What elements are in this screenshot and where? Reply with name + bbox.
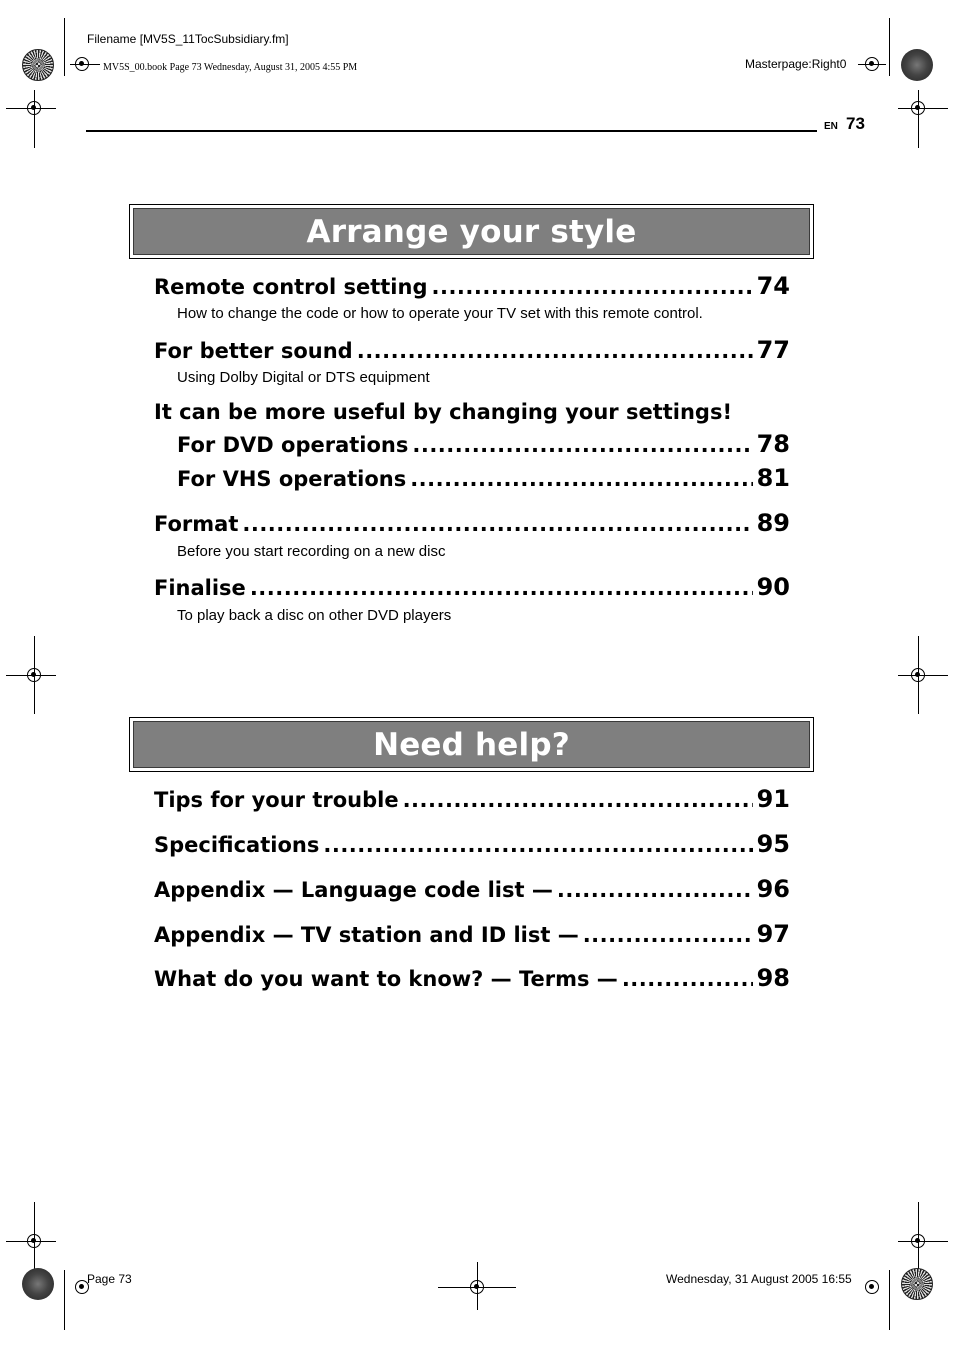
toc-entry[interactable]: [154, 830, 790, 860]
toc-entry-label: For VHS operations: [177, 467, 407, 491]
registration-mark-icon: [25, 99, 43, 117]
toc-entry-page: 74: [756, 272, 790, 300]
registration-mark-icon: [25, 666, 43, 684]
toc-entry[interactable]: [154, 336, 790, 366]
toc-entry-page: 78: [756, 430, 790, 458]
section-header-need-help: [129, 717, 814, 772]
crop-mark: [889, 18, 890, 76]
toc-entry[interactable]: [177, 430, 790, 460]
header-rule: [86, 130, 817, 132]
toc-entry[interactable]: [154, 573, 790, 603]
page-number: 73: [846, 114, 865, 133]
toc-entry-page: 89: [756, 509, 790, 537]
toc-leader: [250, 576, 753, 600]
toc-entry-page: 77: [756, 336, 790, 364]
toc-entry-label: Appendix — TV station and ID list —: [154, 923, 579, 947]
toc-entry-label: Format: [154, 512, 239, 536]
registration-mark-icon: [909, 99, 927, 117]
toc-entry-label: Finalise: [154, 576, 246, 600]
gray-target-icon: [901, 49, 933, 81]
registration-mark-icon: [909, 1232, 927, 1250]
toc-entry[interactable]: [154, 509, 790, 539]
section-title: Need help?: [373, 726, 570, 763]
toc-entry[interactable]: [177, 464, 790, 494]
toc-entry-label: Tips for your trouble: [154, 788, 399, 812]
toc-entry-label: Remote control setting: [154, 275, 428, 299]
toc-entry-description: How to change the code or how to operate your TV set with this remote control.: [177, 305, 703, 322]
toc-entry-label: Appendix — Language code list —: [154, 878, 553, 902]
toc-entry-page: 91: [756, 785, 790, 813]
registration-mark-icon: [863, 1278, 881, 1296]
gray-target-icon: [22, 1268, 54, 1300]
color-target-icon: [901, 1268, 933, 1300]
toc-leader: [357, 339, 753, 363]
crop-mark: [64, 18, 65, 76]
toc-entry-page: 81: [756, 464, 790, 492]
registration-mark-icon: [863, 55, 881, 73]
toc-entry[interactable]: [154, 875, 790, 905]
toc-entry-label: For DVD operations: [177, 433, 409, 457]
toc-entry-label: Specifications: [154, 833, 320, 857]
crop-mark: [889, 1270, 890, 1330]
header-filename: Filename [MV5S_11TocSubsidiary.fm]: [87, 32, 289, 46]
toc-entry[interactable]: [154, 785, 790, 815]
toc-entry-description: Using Dolby Digital or DTS equipment: [177, 369, 430, 386]
toc-entry[interactable]: [154, 920, 790, 950]
toc-entry[interactable]: [154, 964, 790, 994]
header-masterpage: Masterpage:Right0: [745, 57, 847, 71]
section-title: Arrange your style: [306, 213, 637, 250]
toc-entry[interactable]: [154, 272, 790, 302]
toc-entry-label: What do you want to know? — Terms —: [154, 967, 618, 991]
toc-entry-page: 90: [756, 573, 790, 601]
toc-group-heading: It can be more useful by changing your settings!: [154, 400, 733, 424]
footer-page-label: Page 73: [87, 1272, 132, 1286]
crop-mark: [64, 1270, 65, 1330]
section-header-arrange: [129, 204, 814, 259]
toc-leader: [242, 512, 752, 536]
toc-leader: [622, 967, 753, 991]
registration-mark-icon: [468, 1278, 486, 1296]
header-book-info: MV5S_00.book Page 73 Wednesday, August 31, 2005 4:55 PM: [103, 62, 358, 73]
toc-entry-label: For better sound: [154, 339, 353, 363]
registration-mark-icon: [73, 55, 91, 73]
toc-leader: [323, 833, 752, 857]
toc-leader: [557, 878, 753, 902]
registration-mark-icon: [909, 666, 927, 684]
toc-entry-page: 98: [756, 964, 790, 992]
toc-entry-description: To play back a disc on other DVD players: [177, 607, 452, 624]
toc-entry-description: Before you start recording on a new disc: [177, 543, 446, 560]
toc-leader: [412, 433, 752, 457]
toc-leader: [410, 467, 752, 491]
toc-entry-page: 95: [756, 830, 790, 858]
toc-leader: [583, 923, 753, 947]
toc-entry-page: 97: [756, 920, 790, 948]
registration-mark-icon: [25, 1232, 43, 1250]
color-target-icon: [22, 49, 54, 81]
toc-leader: [403, 788, 753, 812]
language-tag: EN: [824, 121, 838, 132]
footer-date: Wednesday, 31 August 2005 16:55: [666, 1272, 852, 1286]
toc-entry-page: 96: [756, 875, 790, 903]
toc-leader: [431, 275, 752, 299]
